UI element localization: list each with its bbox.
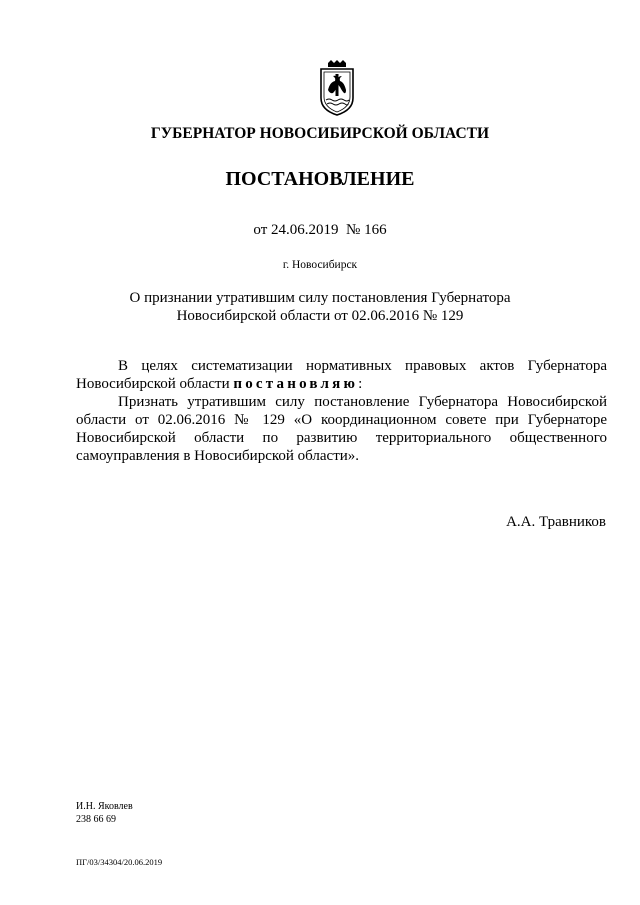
body-paragraph-1: [76, 357, 607, 393]
document-date: 24.06.2019: [271, 222, 339, 238]
document-number: 166: [364, 222, 387, 238]
date-number-line: [0, 222, 640, 239]
registration-code: ПГ/03/34304/20.06.2019: [76, 857, 163, 867]
executor-phone: 238 66 69: [76, 814, 116, 825]
number-sign: №: [346, 222, 361, 238]
city-name: г. Новосибирск: [282, 259, 358, 271]
subject-line-2: Новосибирской области от 02.06.2016 № 129: [176, 308, 464, 324]
signature-name: А.А. Травников: [506, 514, 606, 530]
document-type-title: ПОСТАНОВЛЕНИЕ: [225, 168, 415, 190]
document-body: [76, 357, 607, 465]
coat-of-arms-icon: [316, 60, 358, 116]
resolution-word: постановляю: [233, 376, 359, 392]
executor-name: И.Н. Яковлев: [76, 801, 133, 812]
subject-line-1: О признании утратившим силу постановления Губернатора: [129, 290, 511, 306]
org-title: ГУБЕРНАТОР НОВОСИБИРСКОЙ ОБЛАСТИ: [150, 125, 490, 142]
paragraph-1-end: :: [358, 376, 363, 392]
paragraph-1-text: В целях систематизации нормативных правовых актов Губернатора Новосибирской области: [76, 358, 607, 392]
date-prefix: от: [253, 222, 268, 238]
document-subject: [0, 289, 640, 325]
executor-info: [76, 800, 133, 826]
body-paragraph-2: Признать утратившим силу постановление Губернатора Новосибирской области от 02.06.2016 № 129 «О координационном совете при Губернаторе Новосибирской области по развитию территориального общественного самоуправления в Новосибирской области».: [76, 394, 607, 464]
